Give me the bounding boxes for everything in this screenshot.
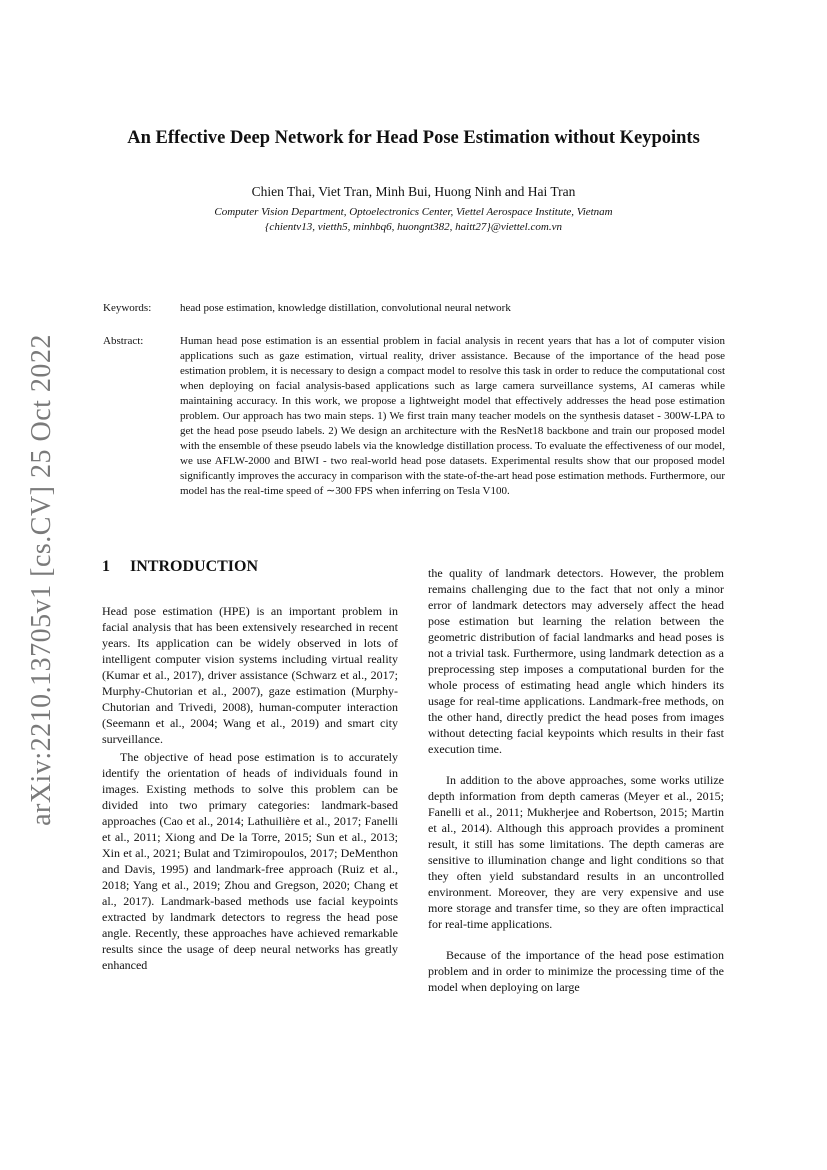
section-title: INTRODUCTION bbox=[130, 558, 259, 575]
paper-title: An Effective Deep Network for Head Pose Estimation without Keypoints bbox=[127, 128, 700, 148]
author-emails: {chientv13, vietth5, minhbq6, huongnt382, haitt27}@viettel.com.vn bbox=[265, 221, 562, 233]
paragraph: Head pose estimation (HPE) is an important problem in facial analysis that has been extensively researched in recent years. Its application can be widely observed in lots of intelligent computer vision systems including virtual reality (Kumar et al., 2017), driver assistance (Schwarz et al., 2017; Murphy-Chutorian et al., 2007), gaze estimation (Murphy-Chutorian and Trivedi, 2008), human-computer interaction (Seemann et al., 2004; Wang et al., 2019) and smart city surveillance. bbox=[102, 604, 398, 746]
paragraph: the quality of landmark detectors. However, the problem remains challenging due to the fact that not only a minor error of landmark detectors may adversely affect the head pose estimation but learning the relation between the geometric distribution of facial landmarks and head poses is not a trivial task. Furthermore, using landmark detection as a preprocessing step imposes a computational burden for the whole process of estimating head angle which hinders its usage for real-time applications. Landmark-free methods, on the other hand, directly predict the head poses from images without detecting facial keypoints which results in their fast execution time. bbox=[428, 566, 724, 756]
left-column bbox=[102, 603, 398, 973]
affiliation: Computer Vision Department, Optoelectronics Center, Viettel Aerospace Institute, Vietnam bbox=[214, 206, 613, 218]
paragraph: In addition to the above approaches, some works utilize depth information from depth cameras (Meyer et al., 2015; Fanelli et al., 2011; Mukherjee and Robertson, 2015; Martin et al., 2014). Although this approach provides a prominent result, it still has some limitations. The depth cameras are sensitive to illumination change and light conditions so that they often yield substandard results in an uncontrolled environment. Moreover, they are very expensive and use more storage and transfer time, so they are often impractical for real-time applications. bbox=[428, 773, 724, 931]
keywords-text: head pose estimation, knowledge distillation, convolutional neural network bbox=[180, 302, 511, 314]
right-column bbox=[428, 565, 724, 995]
author-list: Chien Thai, Viet Tran, Minh Bui, Huong Ninh and Hai Tran bbox=[251, 184, 576, 199]
keywords-label: Keywords: bbox=[103, 302, 152, 314]
paragraph: The objective of head pose estimation is to accurately identify the orientation of heads of individuals found in images. Existing methods to solve this problem can be divided into two primary categories: landmark-based approaches (Cao et al., 2014; Lathuilière et al., 2017; Fanelli et al., 2011; Xiong and De la Torre, 2015; Sun et al., 2013; Xin et al., 2021; Bulat and Tzimiropoulos, 2017; DeMenthon and Davis, 1995) and landmark-free approach (Ruiz et al., 2018; Yang et al., 2019; Zhou and Gregson, 2020; Chang et al., 2017). Landmark-based methods use facial keypoints extracted by landmark detectors to regress the head pose angle. Recently, these approaches have achieved remarkable results since the usage of deep neural networks has greatly enhanced bbox=[102, 750, 398, 972]
abstract-text: Human head pose estimation is an essential problem in facial analysis in recent years that has a lot of computer vision applications such as gaze estimation, virtual reality, driver assistance. Because of the importance of the head pose estimation problem, it is necessary to design a compact model to resolve this task in order to reduce the computational cost when deploying on facial analysis-based applications such as large camera surveillance systems, AI cameras while maintaining accuracy. In this work, we propose a lightweight model that effectively addresses the head pose estimation problem. Our approach has two main steps. 1) We first train many teacher models on the synthesis dataset - 300W-LPA to get the head pose pseudo labels. 2) We design an architecture with the ResNet18 backbone and train our proposed model with the ensemble of these pseudo labels via the knowledge distillation process. To evaluate the effectiveness of our model, we use AFLW-2000 and BIWI - two real-world head pose datasets. Experimental results show that our proposed model significantly improves the accuracy in comparison with the state-of-the-art head pose estimation methods. Furthermore, our model has the real-time speed of ∼300 FPS when inferring on Tesla V100. bbox=[180, 335, 725, 497]
abstract-label: Abstract: bbox=[103, 335, 144, 347]
paragraph: Because of the importance of the head pose estimation problem and in order to minimize the processing time of the model when deploying on large bbox=[428, 948, 724, 994]
section-number: 1 bbox=[102, 558, 110, 575]
arxiv-side-stamp bbox=[22, 300, 62, 860]
section-heading bbox=[102, 558, 258, 576]
arxiv-stamp-text: arXiv:2210.13705v1 [cs.CV] 25 Oct 2022 bbox=[26, 334, 57, 826]
